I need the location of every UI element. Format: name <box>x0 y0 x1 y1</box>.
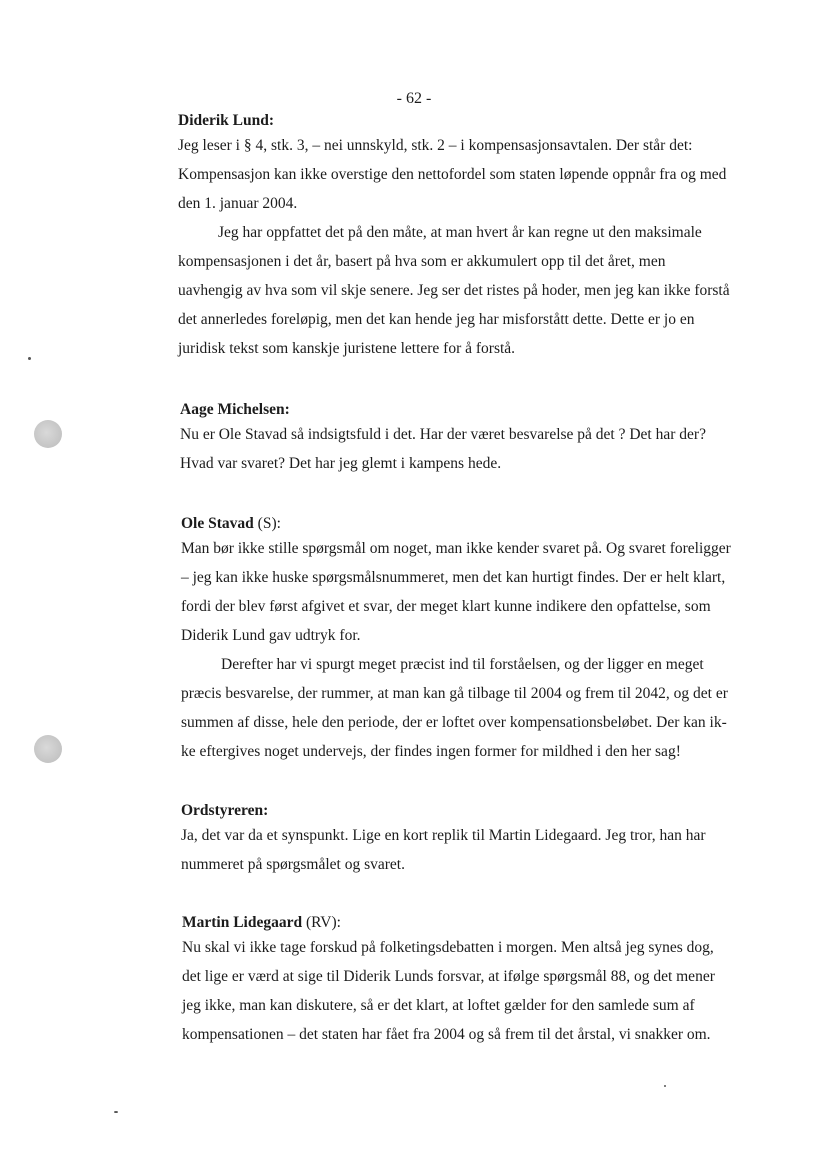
speech-line: summen af disse, hele den periode, der er loftet over kompensationsbeløbet. Der kan ik- <box>181 714 727 731</box>
speech-line: det annerledes foreløpig, men det kan hende jeg har misforstått dette. Dette er jo en <box>178 311 695 328</box>
speaker-name: Diderik Lund: <box>178 112 275 129</box>
scan-speck <box>664 1085 666 1087</box>
speech-line: Ja, det var da et synspunkt. Lige en kort replik til Martin Lidegaard. Jeg tror, han har <box>181 827 706 844</box>
speech-ole-stavad <box>181 514 781 766</box>
speech-line: nummeret på spørgsmålet og svaret. <box>181 856 405 873</box>
speaker-name: Ordstyreren: <box>181 802 269 819</box>
speaker-name-text: Ole Stavad <box>181 515 254 532</box>
speech-line: Kompensasjon kan ikke overstige den nettofordel som staten løpende oppnår fra og med <box>178 166 727 183</box>
speech-diderik-lund <box>178 111 778 363</box>
speech-line: kompensationen – det staten har fået fra 2004 og så frem til det årstal, vi snakker om. <box>182 1026 711 1043</box>
speech-ordstyreren <box>181 801 781 879</box>
speech-line: Jeg leser i § 4, stk. 3, – nei unnskyld, stk. 2 – i kompensasjonsavtalen. Der står det: <box>178 137 693 154</box>
speech-martin-lidegaard <box>182 913 782 1049</box>
punch-hole <box>34 420 62 448</box>
speaker-name <box>181 514 781 534</box>
speaker-name <box>182 913 782 933</box>
speech-line: fordi der blev først afgivet et svar, der meget klart kunne indikere den opfattelse, som <box>181 598 711 615</box>
speaker-name: Aage Michelsen: <box>180 401 290 418</box>
speech-line: – jeg kan ikke huske spørgsmålsnummeret, men det kan hurtigt findes. Der er helt klart, <box>181 569 726 586</box>
speech-line: præcis besvarelse, der rummer, at man kan gå tilbage til 2004 og frem til 2042, og det er <box>181 685 728 702</box>
punch-hole <box>34 735 62 763</box>
speech-line: jeg ikke, man kan diskutere, så er det klart, at loftet gælder for den samlede sum af <box>182 997 695 1014</box>
speech-line: uavhengig av hva som vil skje senere. Jeg ser det ristes på hoder, men jeg kan ikke forstå <box>178 282 730 299</box>
speech-aage-michelsen <box>180 400 780 478</box>
speaker-party: (RV): <box>306 914 341 931</box>
speech-line: den 1. januar 2004. <box>178 195 298 212</box>
scan-speck <box>114 1111 118 1113</box>
speech-line: kompensasjonen i det år, basert på hva som er akkumulert opp til det året, men <box>178 253 666 270</box>
speech-line: Jeg har oppfattet det på den måte, at man hvert år kan regne ut den maksimale <box>218 224 702 241</box>
speaker-name-text: Martin Lidegaard <box>182 914 303 931</box>
speech-line: Nu er Ole Stavad så indsigtsfuld i det. Har der været besvarelse på det ? Det har der? <box>180 426 706 443</box>
page-number: - 62 - <box>396 90 432 107</box>
speech-line: Hvad var svaret? Det har jeg glemt i kampens hede. <box>180 455 502 472</box>
speech-line: det lige er værd at sige til Diderik Lunds forsvar, at ifølge spørgsmål 88, og det mener <box>182 968 715 985</box>
speech-line: ke eftergives noget undervejs, der findes ingen former for mildhed i den her sag! <box>181 743 681 760</box>
speaker-party: (S): <box>257 515 281 532</box>
speech-line: Man bør ikke stille spørgsmål om noget, man ikke kender svaret på. Og svaret foreligger <box>181 540 731 557</box>
speech-line: Nu skal vi ikke tage forskud på folketingsdebatten i morgen. Men altså jeg synes dog, <box>182 939 714 956</box>
scan-speck <box>28 357 31 360</box>
speech-line: Diderik Lund gav udtryk for. <box>181 627 361 644</box>
speech-line: juridisk tekst som kanskje juristene lettere for å forstå. <box>178 340 516 357</box>
speech-line: Derefter har vi spurgt meget præcist ind til forståelsen, og der ligger en meget <box>221 656 704 673</box>
